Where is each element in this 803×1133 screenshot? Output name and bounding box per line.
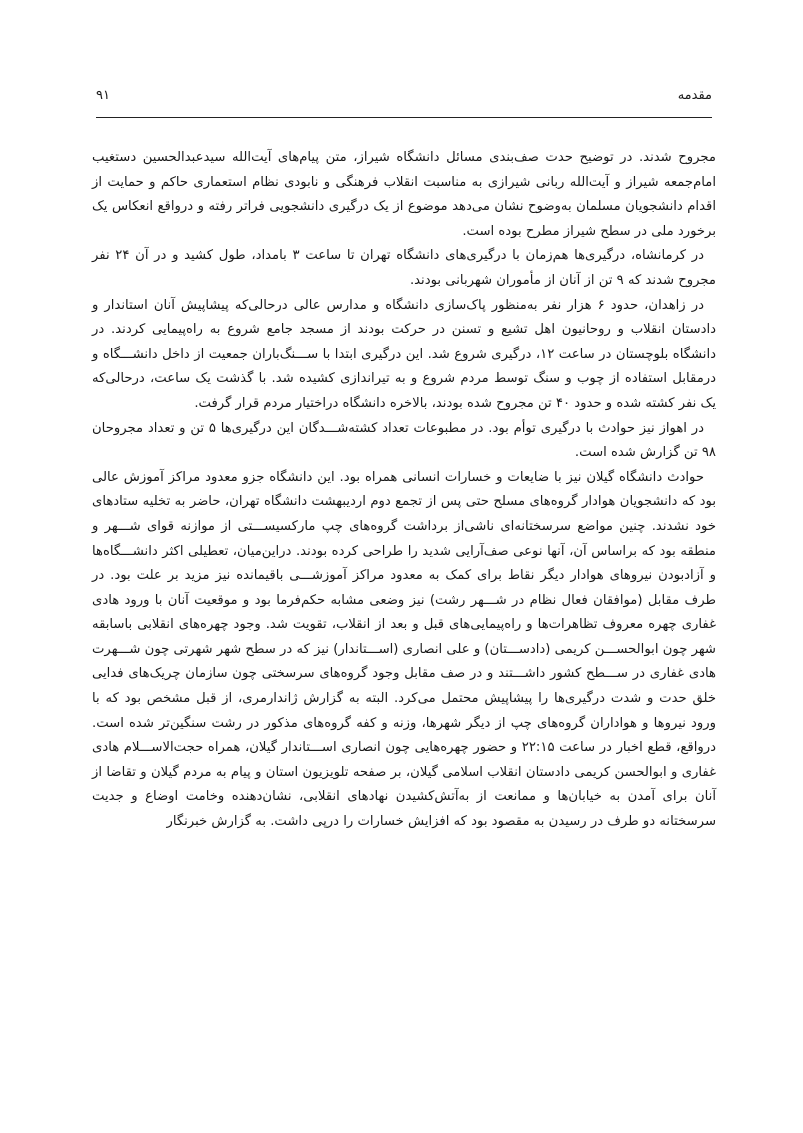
paragraph: حوادث دانشگاه گیلان نیز با ضایعات و خسارات انسانی همراه بود. این دانشگاه جزو معدود مراکز آموزش عالی بود که دانشجویان هوادار گروه‌های مسلح حتی پس از تجمع دوم اردیبهشت دانشگاه تهران، حاضر به تخلیه ستادهای خود نشدند. چنین مواضع سرسختانه‌ای ناشی‌از برداشت گروه‌های چپ مارکسیســـتی از موازنه قوای شـــهر و منطقه بود که براساس آن، آنها نوعی صف‌آرایی شدید را طراحی کرده بودند. دراین‌میان، تعطیلی اکثر دانشـــگاه‌ها و آزادبودن نیروهای هوادار دیگر نقاط برای کمک به معدود مراکز آموزشـــی باقیمانده نیز مزید بر علت بود. در طرف مقابل (موافقان فعال نظام در شـــهر رشت) نیز وضعی مشابه حکم‌فرما بود و موقعیت آنان با ورود هادی غفاری چهره معروف تظاهرات‌ها و راه‌پیمایی‌های قبل و بعد از انقلاب، تقویت شد. وجود چهره‌های انقلابی باسابقه شهر چون ابوالحســـن کریمی (دادســـتان) و علی انصاری (اســـتاندار) نیز که در سطح شهر شهرتی چون شـــهرت هادی غفاری در ســـطح کشور داشـــتند و در صف مقابل وجود گروه‌های سرسختی چون سازمان چریک‌های فدایی خلق حدت و شدت درگیری‌ها را پیشاپیش محتمل می‌کرد. البته به گزارش ژاندارمری، از قبل مشخص بود که با ورود نیروها و هواداران گروه‌های چپ از دیگر شهرها، وزنه و کفه گروه‌های مذکور در رشت سنگین‌تر شده است. درواقع، قطع اخبار در ساعت ۲۲:۱۵ و حضور چهره‌هایی چون انصاری اســـتاندار گیلان، همراه حجت‌الاســـلام هادی غفاری و ابوالحسن کریمی دادستان انقلاب اسلامی گیلان، بر صفحه تلویزیون استان و پیام به مردم گیلان و تقاضا از آنان برای آمدن به خیابان‌ها و ممانعت از به‌آتش‌کشیدن نهادهای انقلابی، نشان‌دهنده وخامت اوضاع و جدیت سرسختانه دو طرف در رسیدن به مقصود بود که افزایش خسارات را درپی داشت. به گزارش خبرنگار: [92, 469, 717, 830]
paragraph: مجروح شدند. در توضیح حدت صف‌بندی مسائل دانشگاه شیراز، متن پیام‌های آیت‌الله سیدعبدالحسین دستغیب امام‌جمعه شیراز و آیت‌الله ربانی شیرازی به مناسبت انقلاب فرهنگی و نابودی نظام استعماری حاکم و حمایت از اقدام دانشجویان مسلمان به‌وضوح نشان می‌دهد موضوع از یک درگیری دانشجویی فراتر رفته و درواقع انعکاس یک برخورد ملی در سطح شیراز مطرح بوده است.: [92, 150, 716, 239]
page-number: ۹۱: [96, 88, 110, 103]
body-text: [92, 146, 716, 835]
header-divider: [96, 117, 712, 118]
paragraph: در زاهدان، حدود ۶ هزار نفر به‌منظور پاک‌سازی دانشگاه و مدارس عالی درحالی‌که پیشاپیش آنان استاندار و دادستان انقلاب و روحانیون اهل تشیع و تسنن در حرکت بودند از مسجد جامع شروع به راه‌پیمایی کردند. در دانشگاه بلوچستان در ساعت ۱۲، درگیری شروع شد. این درگیری ابتدا با ســـنگ‌باران جمعیت از داخل دانشـــگاه و درمقابل استفاده از چوب و سنگ توسط مردم شروع و به تیراندازی کشیده شد. با گذشت یک ساعت، درحالی‌که یک نفر کشته شده و حدود ۴۰ تن مجروح شده بودند، بالاخره دانشگاه دراختیار مردم قرار گرفت.: [92, 297, 716, 411]
paragraph: در اهواز نیز حوادث با درگیری توأم بود. در مطبوعات تعداد کشته‌شـــدگان این درگیری‌ها ۵ تن و تعداد مجروحان ۹۸ تن گزارش شده است.: [92, 420, 716, 461]
running-header: [96, 88, 712, 110]
chapter-title: مقدمه: [677, 88, 712, 103]
paragraph: در کرمانشاه، درگیری‌ها هم‌زمان با درگیری‌های دانشگاه تهران تا ساعت ۳ بامداد، طول کشید و در آن ۲۴ نفر مجروح شدند که ۹ تن از آنان از مأموران شهربانی بودند.: [92, 248, 716, 288]
